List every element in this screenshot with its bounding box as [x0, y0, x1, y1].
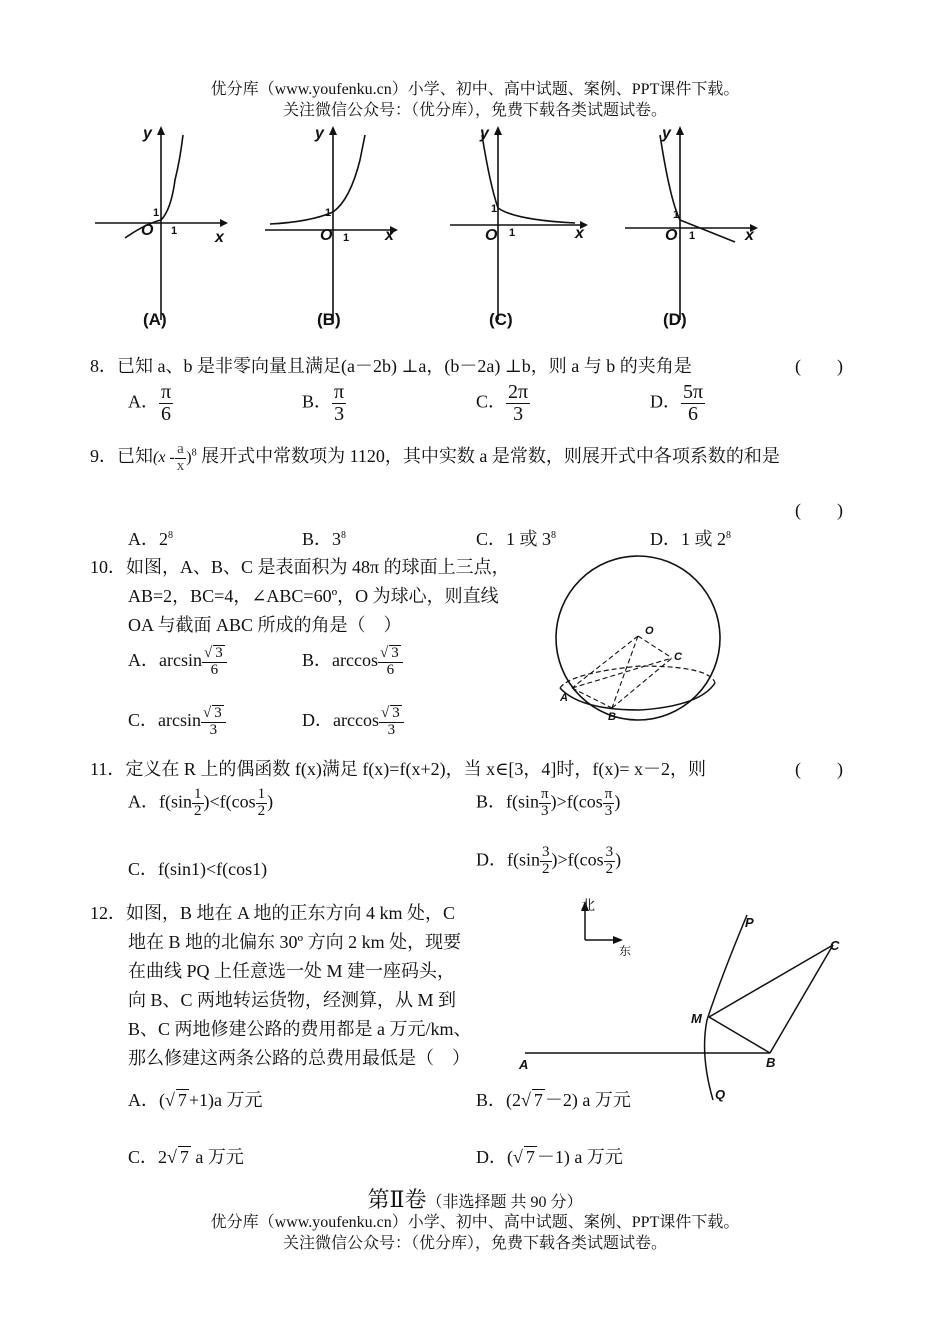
graph-b-y-label: y: [315, 125, 324, 142]
label-c: C: [830, 938, 840, 953]
sphere-label-o: O: [645, 625, 654, 637]
q8-option-b-num: π: [334, 381, 345, 403]
graph-label-a: (A): [143, 310, 167, 329]
label-m: M: [691, 1011, 702, 1026]
graph-a-tick-1y: 1: [153, 207, 160, 219]
section-2-title: 第Ⅱ卷: [367, 1187, 427, 1212]
question-11-answer-paren: ( ): [795, 759, 843, 779]
graph-a-tick-1x: 1: [171, 225, 178, 237]
q9-option-d: D．1 或 $2^8$: [650, 529, 731, 549]
q11-option-a: A．f(sin $\frac{1}{2}$ )<f(cos $\frac{1}{2}$ ): [128, 786, 274, 819]
graph-c-origin: O: [485, 227, 498, 244]
graph-b-curve: [270, 135, 365, 224]
q9-expr-open: (x -: [153, 449, 175, 466]
graph-b-tick-1y: 1: [325, 207, 332, 219]
header-line-2: 关注微信公众号：（优分库），免费下载各类试题试卷。: [282, 102, 667, 119]
question-8-stem: 8．已知 a、b 是非零向量且满足(a－2b) ⊥a，(b－2a) ⊥b，则 a 与 b 的夹角是: [90, 356, 692, 376]
q10-option-a: A．arcsin $\frac{√ 3}{6}$: [128, 645, 227, 679]
q9-expr: [153, 441, 197, 474]
q9-option-c: C．1 或 $3^8$: [476, 529, 557, 549]
q8-option-b: [302, 382, 346, 425]
line-mb: [709, 1017, 770, 1053]
section-2-subtitle: （非选择题 共 90 分）: [426, 1194, 583, 1211]
question-9-answer-paren: ( ): [795, 500, 843, 520]
q8-option-a-den: 6: [161, 403, 172, 425]
q10-option-b: B．arccos $\frac{√ 3}{6}$: [302, 645, 403, 679]
q8-option-d-num: 5π: [683, 381, 704, 403]
line-mc: [709, 945, 833, 1017]
header-watermark-top: [0, 79, 950, 121]
q8-option-a: [128, 382, 173, 425]
graph-d-tick-1x: 1: [689, 230, 696, 242]
graph-d-curve: [660, 135, 735, 242]
graph-a-x-label: x: [215, 229, 224, 246]
q9-expr-exp: 8: [191, 447, 197, 459]
exponential-graph-options: [85, 120, 765, 340]
question-9-stem: [90, 442, 780, 475]
sphere-label-c: C: [674, 651, 682, 663]
question-12-line-5: B、C 两地修建公路的费用都是 a 万元/km、: [128, 1019, 472, 1039]
sphere-label-a: A: [560, 692, 568, 704]
sphere-label-b: B: [608, 711, 616, 723]
q9-pre: 9．已知: [90, 446, 153, 466]
sphere-outline: [556, 556, 720, 720]
graph-label-d: (D): [663, 310, 687, 329]
footer-line-1: 优分库（www.youfenku.cn）小学、初中、高中试题、案例、PPT课件下载。: [210, 1214, 740, 1231]
q8-option-c: [476, 382, 530, 425]
q8-option-a-label: A．: [128, 391, 159, 412]
north-label: 北: [581, 898, 595, 914]
question-12-line-4: 向 B、C 两地转运货物，经测算，从 M 到: [128, 990, 457, 1010]
q12-option-b: B．(2√ 7 －2) a 万元: [476, 1090, 631, 1110]
header-watermark-bottom: [0, 1212, 950, 1254]
header-line-1: 优分库（www.youfenku.cn）小学、初中、高中试题、案例、PPT课件下载。: [210, 81, 740, 98]
question-11-stem: 11．定义在 R 上的偶函数 f(x)满足 f(x)=f(x+2)，当 x∈[3，4]时，f(x)= x－2，则: [90, 759, 707, 779]
question-10-line-3: OA 与截面 ABC 所成的角是（ ）: [128, 615, 402, 635]
label-p: P: [745, 915, 754, 930]
q10-option-d: D．arccos $\frac{√ 3}{3}$: [302, 705, 404, 739]
graph-d-origin: O: [665, 227, 678, 244]
q11-option-c: C．f(sin1)<f(cos1): [128, 859, 268, 879]
q8-option-d: [650, 382, 705, 425]
graph-a-origin: O: [141, 222, 154, 239]
q8-option-c-num: 2π: [508, 381, 529, 403]
dock-figure: [515, 895, 855, 1110]
question-10-line-2: AB=2，BC=4，∠ABC=60º，O 为球心，则直线: [128, 586, 499, 606]
footer-line-2: 关注微信公众号：（优分库），免费下载各类试题试卷。: [282, 1235, 667, 1252]
q9-option-a: A．$2^8$: [128, 529, 173, 549]
section-2-heading: [0, 1183, 950, 1214]
q8-option-d-label: D．: [650, 391, 681, 412]
q8-option-a-num: π: [161, 381, 172, 403]
question-12-line-1: 12．如图，B 地在 A 地的正东方向 4 km 处，C: [90, 903, 456, 923]
question-10-line-1: 10．如图，A、B、C 是表面积为 48π 的球面上三点，: [90, 557, 510, 577]
q8-option-b-den: 3: [334, 403, 345, 425]
label-q: Q: [715, 1087, 726, 1102]
question-12-line-3: 在曲线 PQ 上任意选一处 M 建一座码头，: [128, 961, 456, 981]
q9-expr-den: x: [176, 457, 185, 474]
q9-post: 展开式中常数项为 1120，其中实数 a 是常数，则展开式中各项系数的和是: [201, 446, 780, 466]
east-label: 东: [619, 944, 632, 958]
q11-option-d: D．f(sin $\frac{3}{2}$ )>f(cos $\frac{3}{2}$ ): [476, 844, 622, 877]
q8-option-c-label: C．: [476, 391, 507, 412]
q11-option-b: B．f(sin $\frac{\pi}{3}$ )>f(cos $\frac{\pi}{3}$ ): [476, 786, 621, 819]
q8-option-c-den: 3: [513, 403, 524, 425]
graph-b-x-label: x: [385, 227, 394, 244]
q8-option-d-den: 6: [688, 403, 699, 425]
label-a: A: [519, 1057, 529, 1072]
graph-label-c: (C): [489, 310, 513, 329]
q8-option-b-label: B．: [302, 391, 333, 412]
q12-option-c: C．2√ 7 a 万元: [128, 1147, 244, 1167]
q12-option-a: A．(√ 7 +1)a 万元: [128, 1090, 263, 1110]
graph-c-tick-1x: 1: [509, 227, 516, 239]
graph-b-origin: O: [320, 227, 333, 244]
line-bc: [770, 945, 833, 1053]
q9-option-b: B．$3^8$: [302, 529, 347, 549]
graph-d-tick-1y: 1: [673, 209, 680, 221]
graph-b-tick-1x: 1: [343, 232, 350, 244]
graph-c-y-label: y: [480, 125, 489, 142]
sphere-figure: [550, 548, 730, 738]
question-12-line-6: 那么修建这两条公路的总费用最低是（ ）: [128, 1048, 470, 1068]
question-12-line-2: 地在 B 地的北偏东 30º 方向 2 km 处，现要: [128, 932, 462, 952]
graph-label-b: (B): [317, 310, 341, 329]
label-b: B: [766, 1055, 776, 1070]
q9-expr-num: a: [175, 442, 187, 459]
question-8-answer-paren: ( ): [795, 356, 843, 376]
graph-c-x-label: x: [575, 225, 584, 242]
q9-expr-close: ): [186, 449, 192, 466]
q12-option-d: D．(√ 7 －1) a 万元: [476, 1147, 623, 1167]
graph-d-x-label: x: [745, 227, 754, 244]
graph-a-y-label: y: [143, 125, 152, 142]
graph-d-y-label: y: [662, 125, 671, 142]
q10-option-c: C．arcsin $\frac{√ 3}{3}$: [128, 705, 226, 739]
graph-c-tick-1y: 1: [491, 203, 498, 215]
